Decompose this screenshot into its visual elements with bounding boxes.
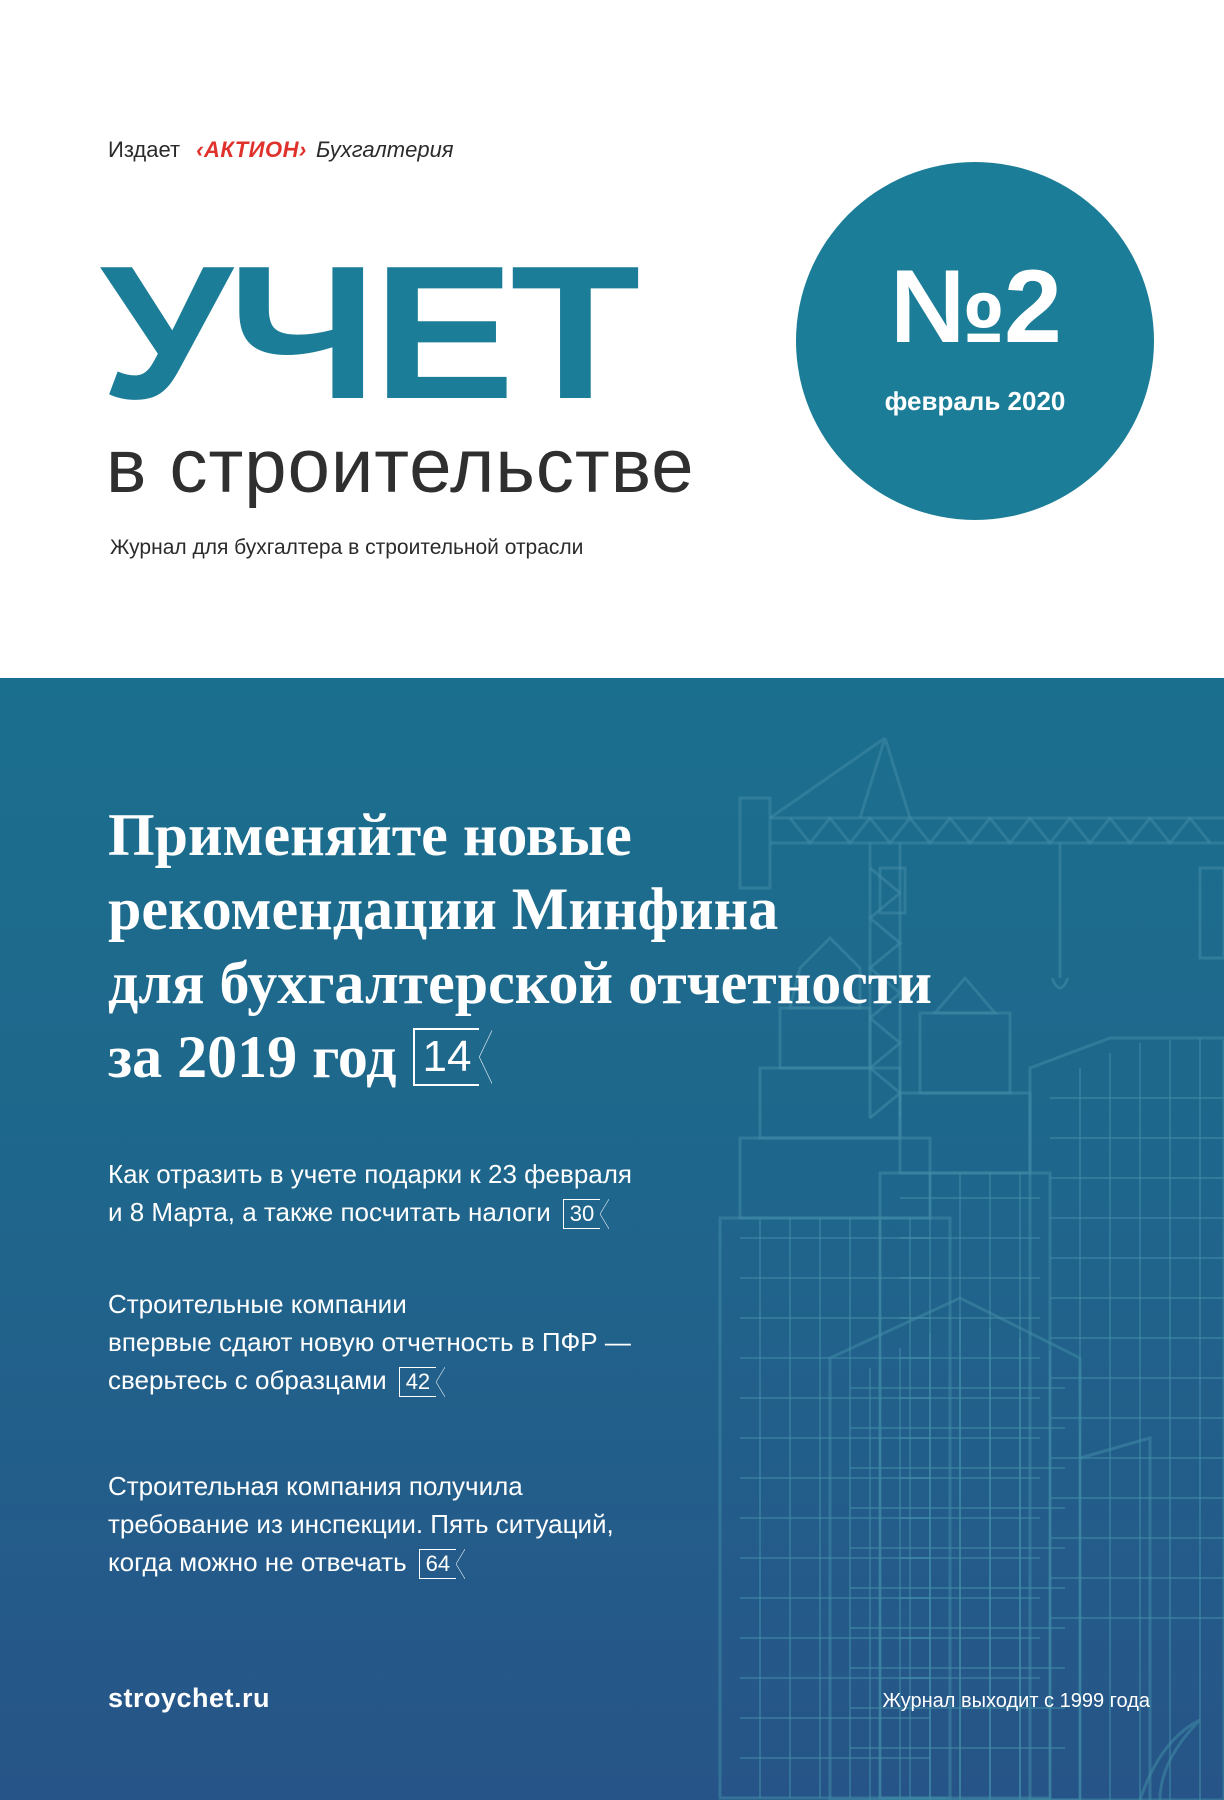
story-1 xyxy=(108,1155,632,1231)
cover-headline xyxy=(108,798,1068,1094)
story-line-text: когда можно не отвечать xyxy=(108,1547,407,1577)
story-line: Как отразить в учете подарки к 23 февраля xyxy=(108,1159,632,1189)
website-link[interactable]: stroychet.ru xyxy=(108,1683,271,1713)
issue-number: №2 xyxy=(890,249,1060,365)
masthead-subtitle: в строительстве xyxy=(106,424,695,509)
story-page-ref: 42 xyxy=(399,1367,436,1397)
issue-badge xyxy=(796,162,1154,520)
headline-line xyxy=(108,1020,1068,1094)
story-page-ref: 30 xyxy=(563,1199,600,1229)
story-line-last xyxy=(108,1543,614,1581)
headline-page-ref: 14 xyxy=(413,1028,480,1086)
cover-header xyxy=(0,0,1224,678)
issue-date: февраль 2020 xyxy=(884,386,1066,416)
headline-line: Применяйте новые xyxy=(108,802,632,868)
masthead-tagline: Журнал для бухгалтера в строительной отрасли xyxy=(110,536,584,559)
publisher-line xyxy=(108,137,454,163)
publisher-prefix: Издает xyxy=(108,137,181,162)
story-line-text: и 8 Марта, а также посчитать налоги xyxy=(108,1197,551,1227)
headline-line: для бухгалтерской отчетности xyxy=(108,950,932,1016)
story-line-text: сверьтесь с образцами xyxy=(108,1365,387,1395)
headline-line-text: за 2019 год xyxy=(108,1024,397,1090)
story-line: Строительные компании xyxy=(108,1289,407,1319)
headline-line: рекомендации Минфина xyxy=(108,876,779,942)
publisher-dept: Бухгалтерия xyxy=(315,137,454,162)
story-line: впервые сдают новую отчетность в ПФР — xyxy=(108,1327,631,1357)
masthead-title: УЧЕТ xyxy=(100,227,636,439)
publisher-brand-logo: ‹АКТИОН› xyxy=(196,137,307,162)
story-line: Строительная компания получила xyxy=(108,1471,523,1501)
story-3 xyxy=(108,1467,614,1581)
story-page-ref: 64 xyxy=(419,1549,456,1579)
cover-body xyxy=(0,678,1224,1800)
story-2 xyxy=(108,1285,631,1399)
story-line-last xyxy=(108,1193,632,1231)
story-line-last xyxy=(108,1361,631,1399)
published-since: Журнал выходит с 1999 года xyxy=(882,1690,1150,1712)
story-line: требование из инспекции. Пять ситуаций, xyxy=(108,1509,614,1539)
